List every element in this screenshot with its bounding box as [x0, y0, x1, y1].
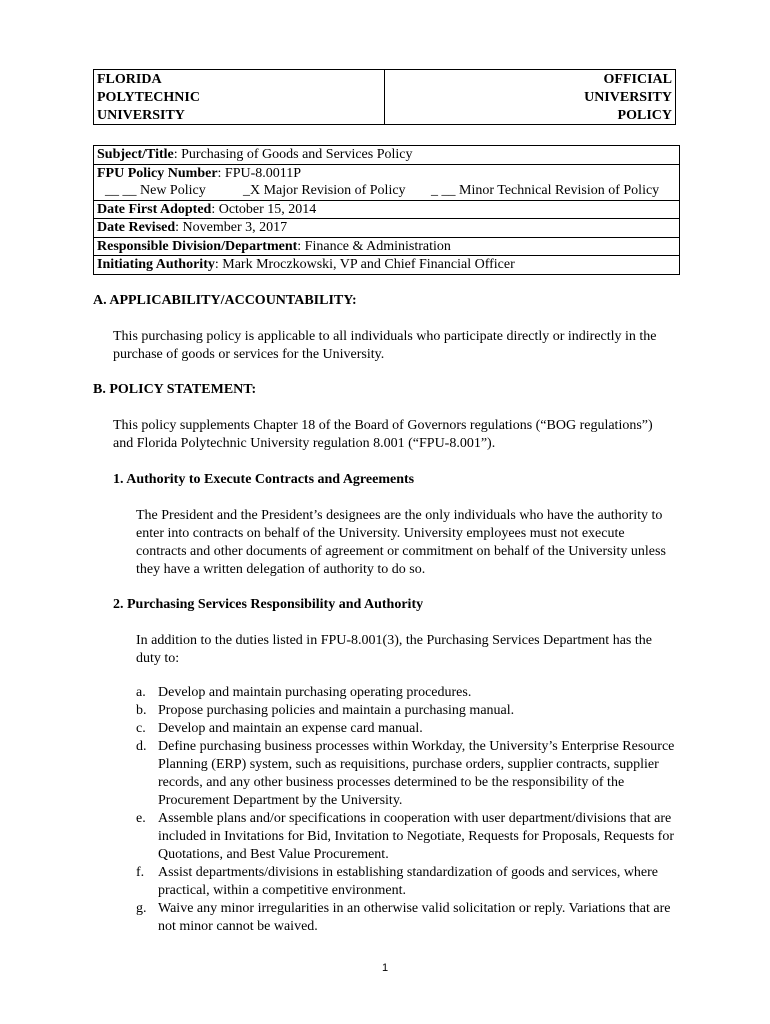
list-item — [136, 738, 676, 810]
list-marker: g. — [136, 901, 147, 916]
list-item — [136, 810, 676, 864]
policy-info-table — [93, 145, 680, 275]
policy-number-row — [94, 165, 679, 183]
list-marker: f. — [136, 865, 145, 880]
list-marker: c. — [136, 721, 146, 736]
subsection-1-text: The President and the President’s designees are the only individuals who have the authority to enter into contracts on behalf of the University. University employees must not execute contracts and other documents of agreement or commitment on behalf of the University unless they have a written delegation of authority to do so. — [136, 508, 666, 577]
revision-new-option: __ __ New Policy — [105, 183, 206, 198]
duties-list — [136, 684, 676, 936]
list-marker: a. — [136, 685, 146, 700]
list-item — [136, 684, 676, 702]
date-adopted-row — [94, 201, 679, 220]
revision-major-option: _X Major Revision of Policy — [243, 183, 406, 198]
list-item-text: Assist departments/divisions in establishing standardization of goods and services, where practical, within a competitive environment. — [158, 865, 659, 898]
list-item-text: Propose purchasing policies and maintain a purchasing manual. — [158, 703, 515, 718]
authority-label: Initiating Authority — [97, 257, 215, 272]
header-right-line: OFFICIAL — [603, 72, 672, 87]
section-a-text: This purchasing policy is applicable to all individuals who participate directly or indirectly in the purchase of goods or services for the University. — [113, 329, 657, 362]
section-b-heading: B. POLICY STATEMENT: — [93, 382, 257, 397]
revision-minor-option: _ __ Minor Technical Revision of Policy — [431, 183, 660, 198]
list-marker: e. — [136, 811, 146, 826]
authority-row — [94, 256, 679, 274]
division-row — [94, 238, 679, 257]
section-a-heading: A. APPLICABILITY/ACCOUNTABILITY: — [93, 293, 357, 308]
list-marker: d. — [136, 739, 147, 754]
list-item-text: Define purchasing business processes within Workday, the University’s Enterprise Resource Planning (ERP) system, such as requisitions, purchase orders, supplier contracts, supplier records, and any other business processes determined to be the responsibility of the Procurement Department by the University. — [158, 739, 675, 808]
list-item-text: Develop and maintain an expense card manual. — [158, 721, 423, 736]
authority-value: : Mark Mroczkowski, VP and Chief Financial Officer — [214, 257, 515, 272]
subject-row — [94, 146, 679, 165]
list-item-text: Waive any minor irregularities in an otherwise valid solicitation or reply. Variations that are not minor cannot be waived. — [158, 901, 671, 934]
revision-type-row — [94, 182, 679, 201]
division-value: : Finance & Administration — [297, 238, 451, 254]
header-left-line: POLYTECHNIC — [97, 90, 200, 105]
division-label: Responsible Division/Department — [97, 238, 298, 254]
list-marker: b. — [136, 703, 147, 718]
policy-number-value: : FPU-8.0011P — [217, 165, 302, 181]
subject-value: : Purchasing of Goods and Services Policy — [173, 147, 413, 162]
subsection-2-heading: 2. Purchasing Services Responsibility and Authority — [113, 597, 424, 612]
list-item-text: Develop and maintain purchasing operating procedures. — [158, 685, 472, 700]
header-left-cell — [94, 70, 385, 124]
page-number: 1 — [381, 962, 389, 974]
header-right-cell — [385, 70, 675, 124]
header-right-line: UNIVERSITY — [584, 90, 672, 105]
list-item — [136, 702, 676, 720]
date-revised-value: : November 3, 2017 — [175, 220, 288, 235]
header-table — [93, 69, 676, 125]
list-item — [136, 900, 676, 936]
subsection-2-text: In addition to the duties listed in FPU-8.001(3), the Purchasing Services Department has the duty to: — [136, 633, 652, 666]
date-revised-row — [94, 219, 679, 238]
header-right-line: POLICY — [617, 108, 672, 123]
section-b-text: This policy supplements Chapter 18 of the Board of Governors regulations (“BOG regulations”) and Florida Polytechnic University regulation 8.001 (“FPU-8.001”). — [113, 418, 653, 451]
subsection-1-heading: 1. Authority to Execute Contracts and Agreements — [113, 472, 415, 487]
date-adopted-label: Date First Adopted — [97, 201, 212, 217]
header-left-line: FLORIDA — [97, 72, 162, 87]
policy-number-label: FPU Policy Number — [97, 165, 218, 181]
list-item — [136, 864, 676, 900]
date-adopted-value: : October 15, 2014 — [211, 201, 317, 217]
date-revised-label: Date Revised — [97, 220, 176, 235]
list-item-text: Assemble plans and/or specifications in cooperation with user department/divisions that are included in Invitations for Bid, Invitation to Negotiate, Requests for Proposals, Requests for Quotations, and Best Value Procurement. — [158, 811, 674, 862]
list-item — [136, 720, 676, 738]
subject-label: Subject/Title — [97, 147, 174, 162]
header-left-line: UNIVERSITY — [97, 108, 185, 123]
